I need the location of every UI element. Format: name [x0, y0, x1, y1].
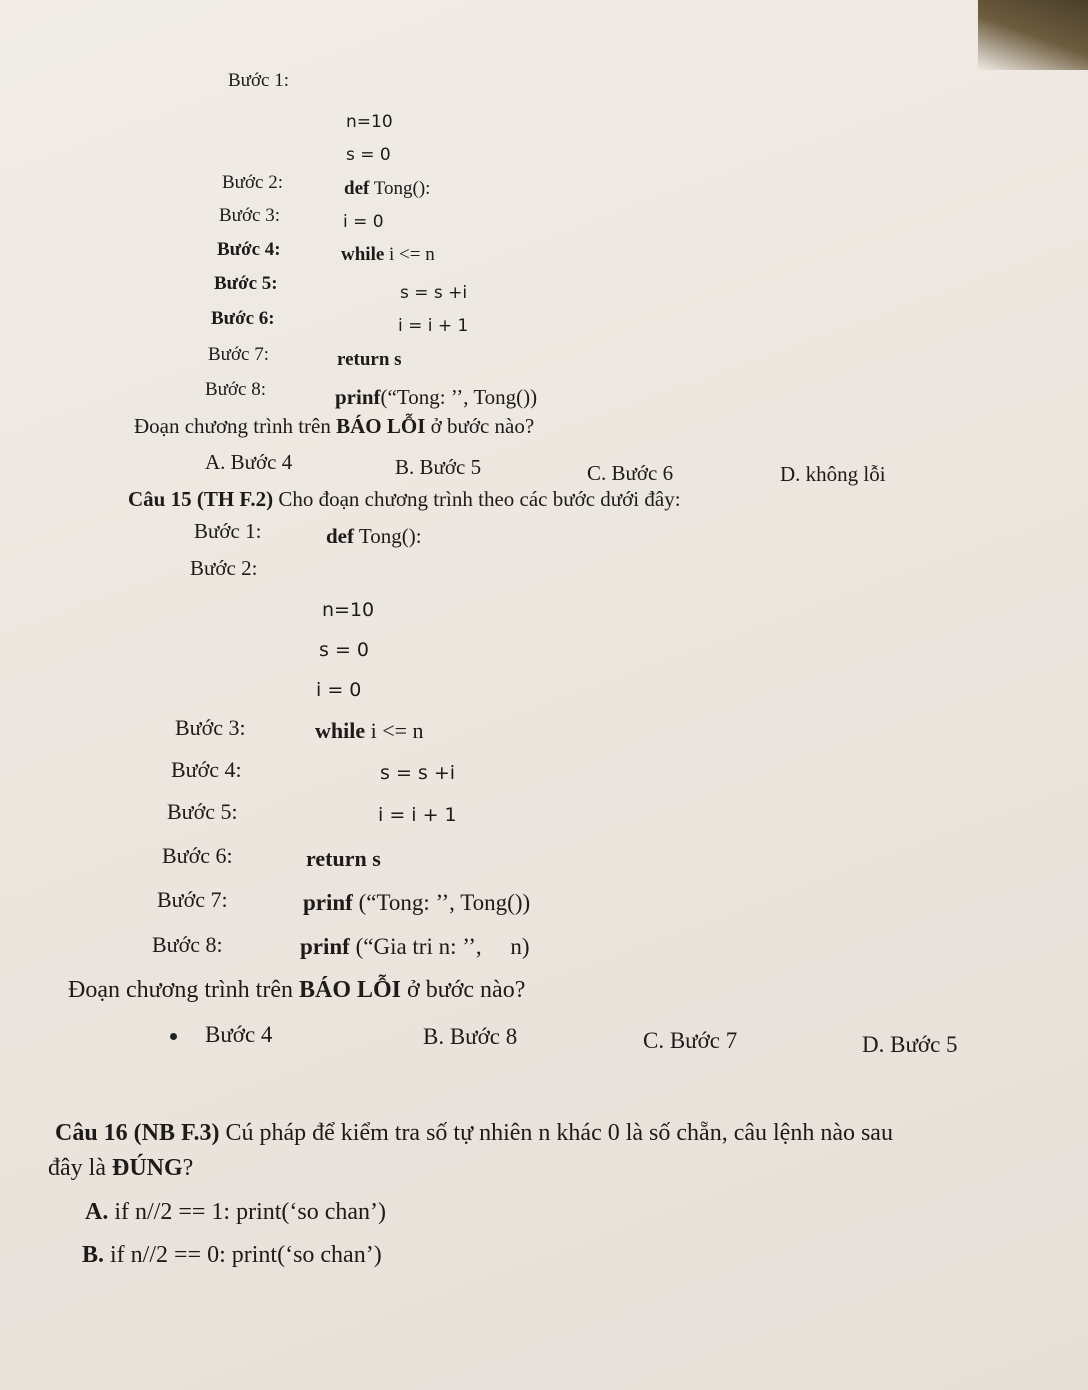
q15-step7-code: prinf (“Tong: ’’, Tong())	[303, 890, 531, 915]
p1-line-n: n=10	[346, 112, 393, 132]
p1-step6-label: Bước 6:	[211, 308, 275, 329]
bullet-icon	[170, 1033, 177, 1040]
p1-step8-code: prinf(“Tong: ’’, Tong())	[335, 385, 538, 409]
q15-step7-label: Bước 7:	[157, 887, 228, 912]
p1-step3-code: i = 0	[343, 212, 384, 232]
p1-step2-label: Bước 2:	[222, 172, 283, 193]
p1-step3-label: Bước 3:	[219, 205, 280, 226]
q16-option-a: A. if n//2 == 1: print(‘so chan’)	[85, 1199, 387, 1225]
p1-step1-label: Bước 1:	[228, 70, 289, 91]
q15-step2-label: Bước 2:	[190, 556, 258, 580]
q15-step1-code: def Tong():	[326, 524, 422, 548]
q15-step8-code: prinf (“Gia tri n: ’’, n)	[300, 934, 530, 959]
q15-step5-code: i = i + 1	[378, 804, 457, 826]
q15-line-i: i = 0	[316, 679, 362, 701]
p1-step4-code: while i <= n	[341, 244, 435, 265]
q15-step4-code: s = s +i	[380, 762, 456, 784]
p1-step8-label: Bước 8:	[205, 379, 266, 400]
q15-step5-label: Bước 5:	[167, 799, 238, 824]
q15-step6-label: Bước 6:	[162, 843, 233, 868]
p1-line-s: s = 0	[346, 145, 391, 165]
p1-step5-code: s = s +i	[400, 283, 468, 303]
p1-step2-code: def Tong():	[344, 178, 431, 199]
q15-option-c: C. Bước 7	[643, 1028, 738, 1053]
p1-option-d: D. không lỗi	[780, 462, 886, 486]
p1-step6-code: i = i + 1	[398, 316, 469, 336]
q15-line-s: s = 0	[319, 639, 369, 661]
p1-option-b: B. Bước 5	[395, 455, 482, 479]
q15-line-n: n=10	[322, 599, 375, 621]
p1-step7-label: Bước 7:	[208, 344, 269, 365]
q15-step8-label: Bước 8:	[152, 932, 223, 957]
p1-step7-code: return s	[337, 349, 402, 370]
q16-heading-line2: đây là ĐÚNG?	[48, 1155, 194, 1181]
q15-option-a: Bước 4	[205, 1022, 273, 1047]
q15-step3-code: while i <= n	[315, 718, 424, 743]
p1-question: Đoạn chương trình trên BÁO LỖI ở bước nào?	[134, 414, 535, 438]
q15-heading: Câu 15 (TH F.2) Cho đoạn chương trình theo các bước dưới đây:	[128, 487, 681, 511]
q16-heading: Câu 16 (NB F.3) Cú pháp để kiểm tra số tự nhiên n khác 0 là số chẵn, câu lệnh nào sau	[55, 1120, 893, 1146]
p1-option-a: A. Bước 4	[205, 450, 293, 474]
p1-option-c: C. Bước 6	[587, 461, 674, 485]
q15-option-d: D. Bước 5	[862, 1032, 958, 1057]
p1-step5-label: Bước 5:	[214, 273, 278, 294]
q15-question: Đoạn chương trình trên BÁO LỖI ở bước nào?	[68, 977, 526, 1003]
q15-step6-code: return s	[306, 846, 381, 871]
q15-option-b: B. Bước 8	[423, 1024, 518, 1049]
background-object	[978, 0, 1088, 70]
p1-step4-label: Bước 4:	[217, 239, 281, 260]
q15-step1-label: Bước 1:	[194, 519, 262, 543]
q15-step4-label: Bước 4:	[171, 757, 242, 782]
q16-option-b: B. if n//2 == 0: print(‘so chan’)	[82, 1242, 382, 1268]
q15-step3-label: Bước 3:	[175, 715, 246, 740]
